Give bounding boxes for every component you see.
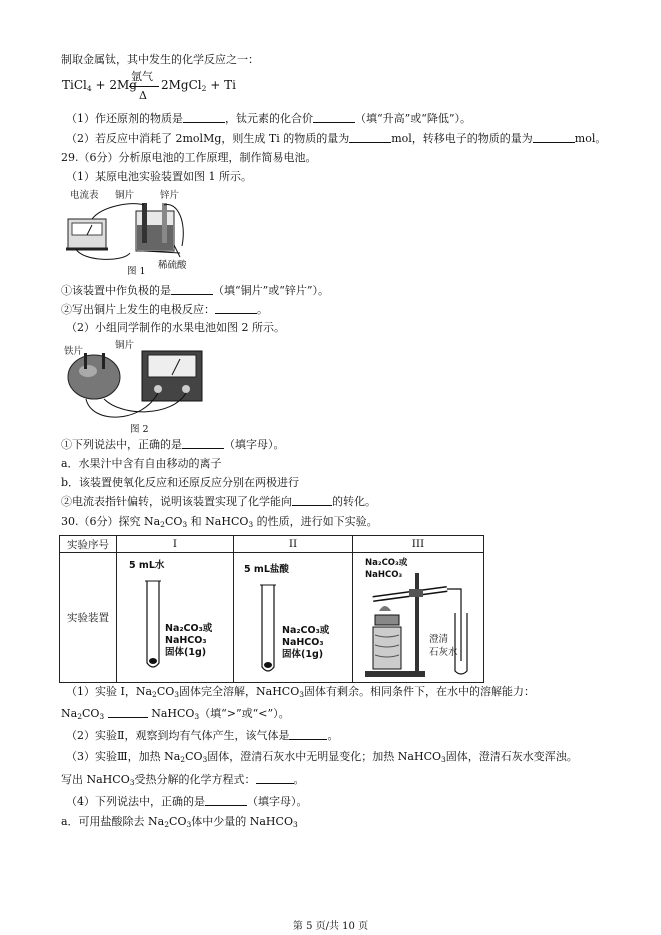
exp1-top-label: 5 mL水 [129,560,165,571]
q29-option-a: a．水果汁中含有自由移动的离子 [61,457,222,470]
q30-option-a: a．可用盐酸除去 $Na_2CO_3$体中少量的 NaHCO$_3$ [61,815,298,829]
fig2-iron-label: 铁片 [64,346,84,357]
fig1-caption: 图 1 [127,266,146,277]
q30-part3-line2: 写出 NaHCO$_3$受热分解的化学方程式： 。 [61,773,305,787]
q29-sub2: ②写出铜片上发生的电极反应： 。 [61,303,268,316]
q30-part2: （2）实验Ⅱ，观察到均有气体产生，该气体是 。 [66,729,339,742]
exp1-bottom-line3: 固体(1g) [165,647,207,658]
table-header-1: I [117,536,234,553]
equation-rhs: 2MgCl$_2$ + Ti [161,78,236,93]
fig1-ammeter-label: 电流表 [70,190,99,201]
exp2-top-label: 5 mL盐酸 [244,564,289,575]
exp2-test-tube [258,579,278,679]
exp1-bottom-line2: NaHCO₃ [165,635,207,646]
q28-part1: （1）作还原剂的物质是 ，钛元素的化合价 （填“升高”或“降低”）。 [66,112,471,125]
exp3-limewater-line2: 石灰水 [429,647,458,658]
q30-part1: （1）实验 I，$Na_2CO_3$固体完全溶解，NaHCO$_3$固体有剩余。相同条件下，在水中的溶解能力： [66,685,536,699]
exp3-label-line2: NaHCO₃ [365,570,403,580]
q30-part4: （4）下列说法中，正确的是 （填字母）。 [66,795,308,808]
equation-condition-top: 氩气 [131,70,153,83]
equation: TiCl$_4$ + 2Mg [62,78,137,93]
page-footer: 第 5 页/共 10 页 [292,921,369,932]
exp3-limewater-line1: 澄清 [429,634,449,645]
exp2-bottom-line3: 固体(1g) [282,649,324,660]
exp2-bottom-line2: NaHCO₃ [282,637,324,648]
q29-part2: （2）小组同学制作的水果电池如图 2 所示。 [66,321,285,334]
table-header-2: II [234,536,353,553]
q29-sub4: ②电流表指针偏转，说明该装置实现了化学能向 的转化。 [61,495,376,508]
exp3-heating-apparatus [357,553,477,681]
equation-arrow-line [129,86,159,87]
q29-part1: （1）某原电池实验装置如图 1 所示。 [66,170,252,183]
exp2-bottom-line1: Na₂CO₃或 [282,625,330,636]
q30-part3: （3）实验Ⅲ，加热 $Na_2CO_3$固体，澄清石灰水中无明显变化；加热 NaHCO$_3$固体，澄清石灰水变浑浊。 [66,750,578,764]
figure-2 [62,337,212,434]
q29-title: 29.（6分）分析原电池的工作原理，制作简易电池。 [61,151,317,164]
exp1-test-tube [143,575,163,675]
table-row-label: 实验装置 [60,553,117,683]
experiment-2-cell [234,553,353,683]
table-header-3: III [353,536,484,553]
q30-title: 30.（6分）探究 $Na_2CO_3$ 和 NaHCO$_3$ 的性质，进行如下实验。 [61,515,378,529]
fig2-caption: 图 2 [130,424,149,435]
fig2-copper-label: 铜片 [115,340,135,351]
fig2-apparatus [62,345,212,425]
q30-part1-line2: $Na_2CO_3$ NaHCO$_3$（填“>”或“<”）。 [61,707,290,721]
experiment-3-cell [353,553,484,683]
fig1-acid-label: 稀硫酸 [158,260,187,271]
intro-text: 制取金属钛，其中发生的化学反应之一： [61,53,259,66]
fig1-zinc-label: 锌片 [160,190,180,201]
q28-part2: （2）若反应中消耗了 2molMg，则生成 Ti 的物质的量为 mol，转移电子的物质的量为 mol。 [66,132,607,145]
exp1-bottom-line1: Na₂CO₃或 [165,623,213,634]
q29-sub1: ①该装置中作负极的是 （填“铜片”或“锌片”）。 [61,284,329,297]
exp3-label-line1: Na₂CO₃或 [365,558,408,568]
fig1-copper-label: 铜片 [115,190,135,201]
equation-condition-bottom: Δ [139,89,147,102]
q29-sub3: ①下列说法中，正确的是 （填字母）。 [61,438,285,451]
q29-option-b: b．该装置使氧化反应和还原反应分别在两极进行 [61,476,300,489]
experiment-table [59,535,484,683]
experiment-1-cell [117,553,234,683]
table-header-index: 实验序号 [60,536,117,553]
figure-1 [62,187,202,279]
